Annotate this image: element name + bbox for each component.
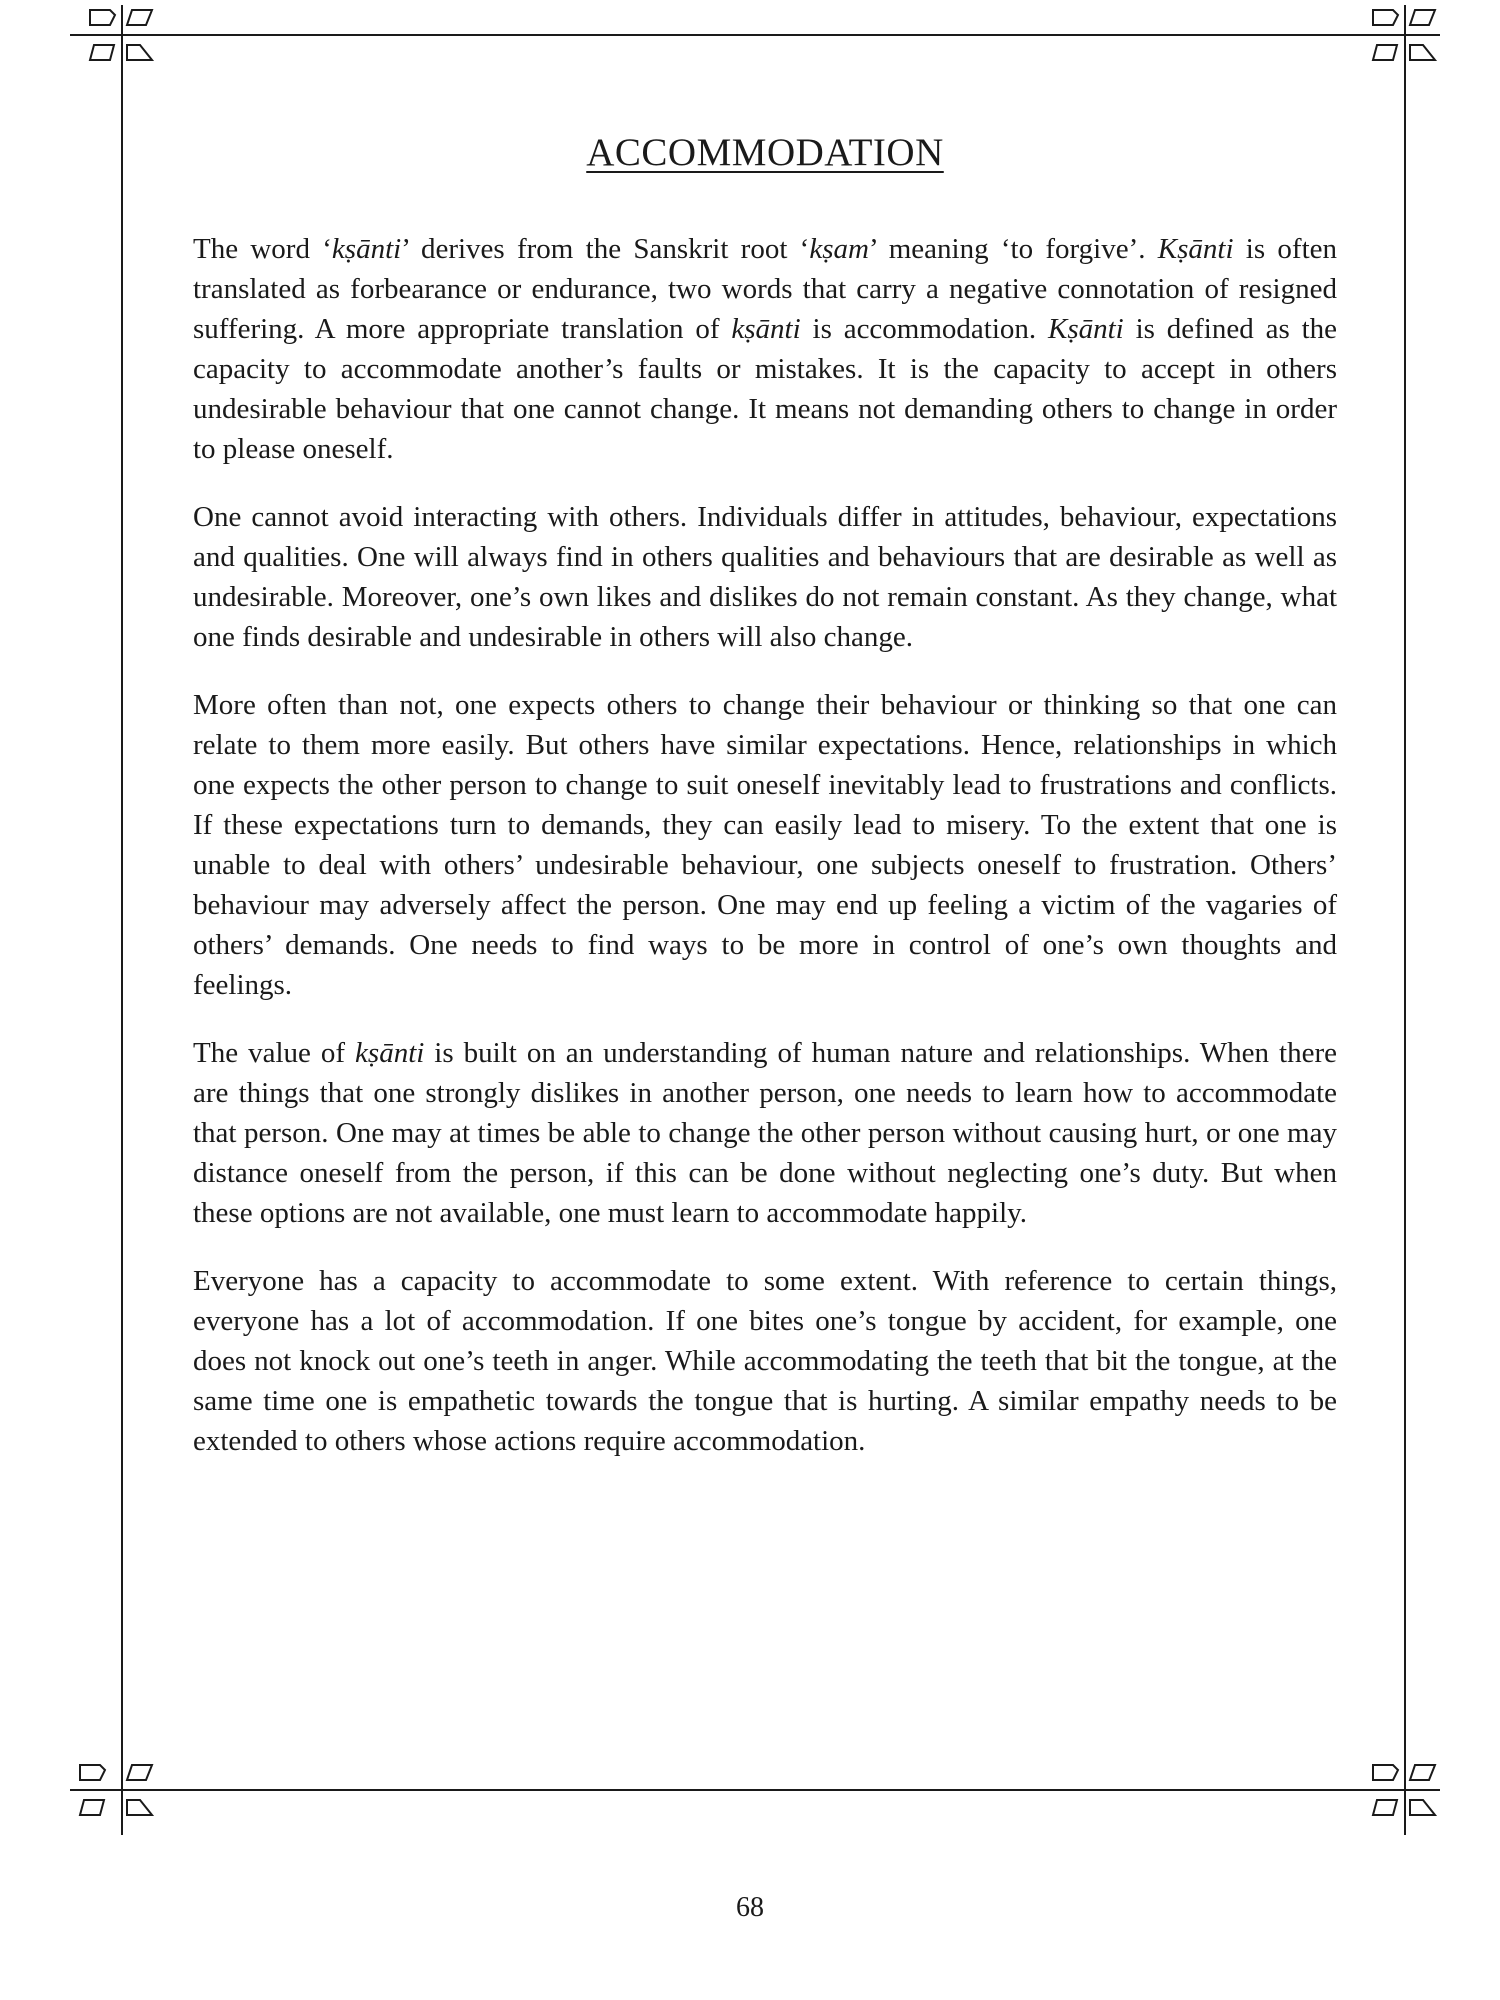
text-segment: The word ‘ bbox=[193, 233, 332, 265]
paragraph bbox=[193, 1261, 1337, 1461]
text-segment: The value of bbox=[193, 1037, 356, 1069]
chapter-title: ACCOMMODATION bbox=[586, 131, 944, 174]
paragraph bbox=[193, 685, 1337, 1005]
paragraph bbox=[193, 229, 1337, 469]
page-content bbox=[193, 130, 1337, 1489]
text-segment: is often translated as forbearance or endurance, two words that carry a negative connotation of resigned suffering. A more appropriate translation of bbox=[193, 233, 1338, 345]
body-text bbox=[193, 229, 1337, 1461]
paragraph bbox=[193, 497, 1337, 657]
italic-term: kṣānti bbox=[331, 233, 402, 265]
text-segment: Everyone has a capacity to accommodate to some extent. With reference to certain things, everyone has a lot of accommodation. If one bites one’s tongue by accident, for example, one does not knock out one’s teeth in anger. While accommodating the teeth that bit the tongue, at the same time one is empathetic towards the tongue that is hurting. A similar empathy needs to be extended to others whose actions require accommodation. bbox=[193, 1265, 1337, 1457]
italic-term: Kṣānti bbox=[1157, 233, 1234, 265]
text-segment: ’ derives from the Sanskrit root ‘ bbox=[401, 233, 810, 265]
text-segment: is accommodation. bbox=[800, 313, 1048, 345]
text-segment: ’ meaning ‘to forgive’. bbox=[868, 233, 1158, 265]
text-segment: is defined as the capacity to accommodate another’s faults or mistakes. It is the capacity to accept in others undesirable behaviour that one cannot change. It means not demanding others to change in order to please oneself. bbox=[193, 313, 1337, 465]
text-segment: One cannot avoid interacting with others. Individuals differ in attitudes, behaviour, expectations and qualities. One will always find in others qualities and behaviours that are desirable as well as undesirable. Moreover, one’s own likes and dislikes do not remain constant. As they change, what one finds desirable and undesirable in others will also change. bbox=[193, 501, 1337, 653]
text-segment: More often than not, one expects others to change their behaviour or thinking so that one can relate to them more easily. But others have similar expectations. Hence, relationships in which one expects the other person to change to suit oneself inevitably lead to frustrations and conflicts. If these expectations turn to demands, they can easily lead to misery. To the extent that one is unable to deal with others’ undesirable behaviour, one subjects oneself to frustration. Others’ behaviour may adversely affect the person. One may end up feeling a victim of the vagaries of others’ demands. One needs to find ways to be more in control of one’s own thoughts and feelings. bbox=[193, 689, 1337, 1001]
italic-term: Kṣānti bbox=[1048, 313, 1124, 345]
paragraph bbox=[193, 1033, 1337, 1233]
page-number: 68 bbox=[736, 1892, 764, 1923]
italic-term: kṣam bbox=[809, 233, 869, 265]
text-segment: is built on an understanding of human nature and relationships. When there are things that one strongly dislikes in another person, one needs to learn how to accommodate that person. One may at times be able to change the other person without causing hurt, or one may distance oneself from the person, if this can be done without neglecting one’s duty. But when these options are not available, one must learn to accommodate happily. bbox=[193, 1037, 1337, 1229]
italic-term: kṣānti bbox=[731, 313, 801, 345]
italic-term: kṣānti bbox=[355, 1037, 425, 1069]
